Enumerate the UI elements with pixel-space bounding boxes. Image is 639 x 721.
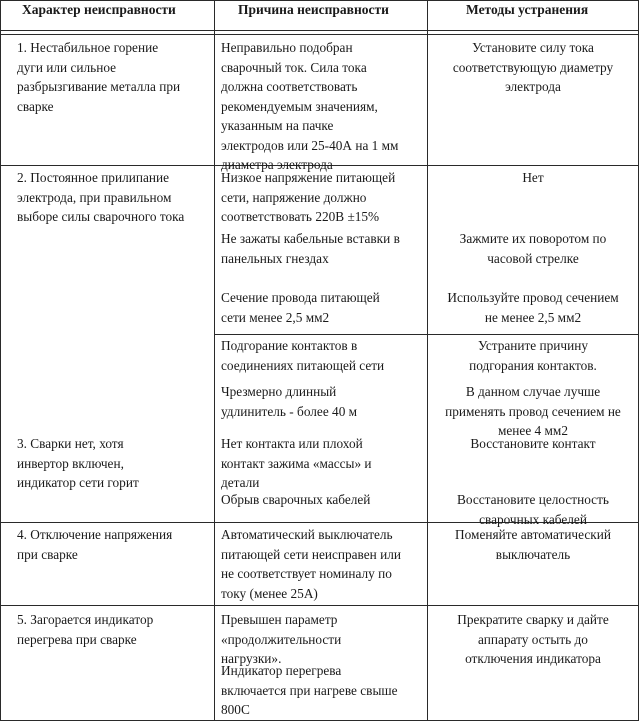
table-border-top (0, 0, 639, 1)
header-problem: Характер неисправности (22, 2, 176, 17)
row-1-problem: 1. Нестабильное горение дуги или сильное разбрызгивание металла при сварке (17, 40, 181, 114)
row-5-cause-1: Превышен параметр «продолжительности нагрузки». (221, 612, 342, 666)
row-3-fix-4: Восстановите целостность сварочных кабелей (457, 492, 609, 527)
header-separator (0, 30, 639, 31)
row-2-cause-1: Низкое напряжение питающей сети, напряжение должно соответствовать 220В ±15% (221, 170, 396, 224)
row-3-cause-3: Нет контакта или плохой контакт зажима «массы» и детали (221, 436, 372, 490)
row-3-fix-3: Восстановите контакт (470, 436, 596, 451)
row-2-fix-3: Используйте провод сечением не менее 2,5 мм2 (447, 290, 619, 325)
row-2-problem: 2. Постоянное прилипание электрода, при правильном выборе силы сварочного тока (17, 170, 185, 224)
header-cause: Причина неисправности (238, 2, 389, 17)
row-1-cause: Неправильно подобран сварочный ток. Сила тока должна соответствовать рекомендуемым значениям, указанным на пачке электродов или 25-40А на 1 мм диаметра электрода (221, 40, 399, 172)
row-2-cause-2: Не зажаты кабельные вставки в панельных гнездах (221, 231, 400, 266)
row-3-problem: 3. Сварки нет, хотя инвертор включен, индикатор сети горит (17, 436, 139, 490)
row-2-cause-3: Сечение провода питающей сети менее 2,5 мм2 (221, 290, 380, 325)
row-3-cause-4: Обрыв сварочных кабелей (221, 492, 371, 507)
row-5-cause-2: Индикатор перегрева включается при нагреве свыше 800С (221, 663, 398, 717)
column-separator (214, 0, 215, 721)
row-3-cause-1: Подгорание контактов в соединениях питающей сети (221, 338, 385, 373)
header-fix: Методы устранения (466, 2, 589, 17)
row-4-fix: Поменяйте автоматический выключатель (455, 527, 611, 562)
row-3-cause-2: Чрезмерно длинный удлинитель - более 40 м (221, 384, 358, 419)
row-5-problem: 5. Загорается индикатор перегрева при сварке (17, 612, 154, 647)
row-4-cause: Автоматический выключатель питающей сети неисправен или не соответствует номиналу по току (менее 25А) (221, 527, 401, 601)
row-1-fix: Установите силу тока соответствующую диаметру электрода (452, 40, 614, 94)
row-2-fix-2: Зажмите их поворотом по часовой стрелке (459, 231, 607, 266)
header-separator-double (0, 34, 639, 35)
row-separator (0, 605, 639, 606)
row-4-problem: 4. Отключение напряжения при сварке (17, 527, 173, 562)
row-3-fix-1: Устраните причину подгорания контактов. (469, 338, 597, 373)
row-2-fix-1: Нет (522, 170, 544, 185)
table-border-left (0, 0, 1, 721)
row-3-fix-2: В данном случае лучше применять провод сечением не менее 4 мм2 (445, 384, 621, 438)
row-5-fix: Прекратите сварку и дайте аппарату остыть до отключения индикатора (457, 612, 609, 666)
